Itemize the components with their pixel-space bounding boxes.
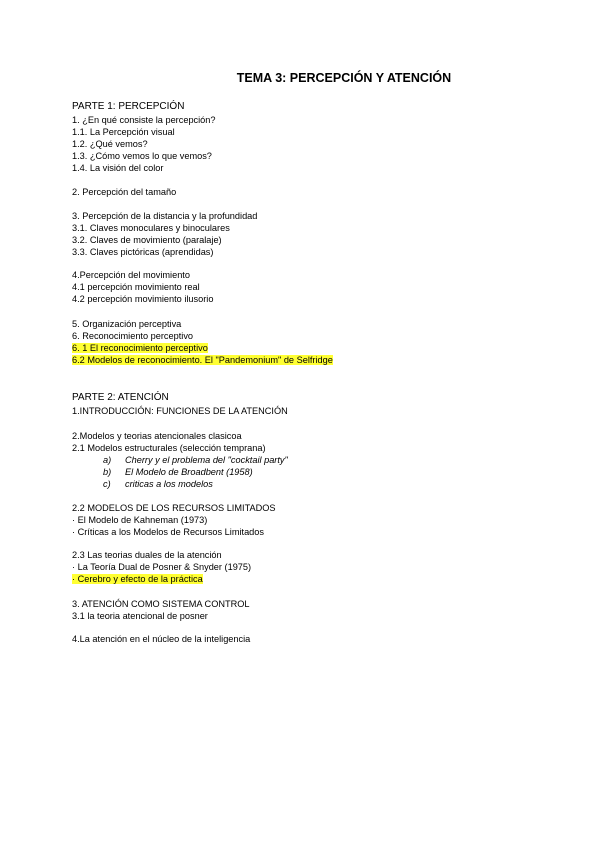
outline-item: · La Teoría Dual de Posner & Snyder (1975)	[72, 562, 252, 572]
outline-item: 3.3. Claves pictóricas (aprendidas)	[72, 247, 214, 257]
outline-item: 3.2. Claves de movimiento (paralaje)	[72, 235, 222, 245]
sub-outline-item	[103, 478, 213, 490]
outline-item: 2.1 Modelos estructurales (selección temprana)	[72, 443, 266, 453]
outline-item: 2. Percepción del tamaño	[72, 187, 177, 197]
outline-item: 1. ¿En qué consiste la percepción?	[72, 115, 216, 125]
part-1-heading: PARTE 1: PERCEPCIÓN	[72, 101, 185, 112]
part-2-heading: PARTE 2: ATENCIÓN	[72, 392, 169, 403]
sub-item-text: criticas a los modelos	[125, 479, 213, 489]
highlighted-outline-item	[72, 573, 203, 585]
item-marker: a)	[103, 455, 112, 465]
outline-item: 2.2 MODELOS DE LOS RECURSOS LIMITADOS	[72, 503, 276, 513]
item-marker: c)	[103, 479, 111, 489]
outline-item: 4.La atención en el núcleo de la inteligencia	[72, 634, 251, 644]
highlighted-text: · Cerebro y efecto de la práctica	[72, 574, 203, 584]
outline-item: 3.1 la teoria atencional de posner	[72, 611, 208, 621]
outline-item: 4.1 percepción movimiento real	[72, 282, 200, 292]
sub-item-text: El Modelo de Broadbent (1958)	[125, 467, 253, 477]
highlighted-outline-item	[72, 342, 208, 354]
outline-item: 3. ATENCIÓN COMO SISTEMA CONTROL	[72, 599, 250, 609]
outline-item: 1.3. ¿Cómo vemos lo que vemos?	[72, 151, 212, 161]
outline-item: 5. Organización perceptiva	[72, 319, 182, 329]
outline-item: 3.1. Claves monoculares y binoculares	[72, 223, 230, 233]
outline-item: 6. Reconocimiento perceptivo	[72, 331, 194, 341]
outline-item: 1.1. La Percepción visual	[72, 127, 175, 137]
outline-item: 4.Percepción del movimiento	[72, 270, 190, 280]
outline-item: 1.INTRODUCCIÓN: FUNCIONES DE LA ATENCIÓN	[72, 406, 288, 416]
outline-item: 1.4. La visión del color	[72, 163, 164, 173]
highlighted-text: 6.2 Modelos de reconocimiento. El "Pandemonium" de Selfridge	[72, 355, 333, 365]
outline-item: 4.2 percepción movimiento ilusorio	[72, 294, 214, 304]
highlighted-text: 6. 1 El reconocimiento perceptivo	[72, 343, 208, 353]
sub-outline-item	[103, 454, 288, 466]
outline-item: 1.2. ¿Qué vemos?	[72, 139, 148, 149]
outline-item: 2.Modelos y teorias atencionales clasicoa	[72, 431, 242, 441]
outline-item: 3. Percepción de la distancia y la profundidad	[72, 211, 258, 221]
outline-item: 2.3 Las teorias duales de la atención	[72, 550, 222, 560]
outline-item: · El Modelo de Kahneman (1973)	[72, 515, 208, 525]
item-marker: b)	[103, 467, 112, 477]
sub-item-text: Cherry y el problema del "cocktail party"	[125, 455, 288, 465]
sub-outline-item	[103, 466, 253, 478]
highlighted-outline-item	[72, 354, 333, 366]
document-title: TEMA 3: PERCEPCIÓN Y ATENCIÓN	[236, 71, 452, 85]
outline-item: · Críticas a los Modelos de Recursos Limitados	[72, 527, 264, 537]
